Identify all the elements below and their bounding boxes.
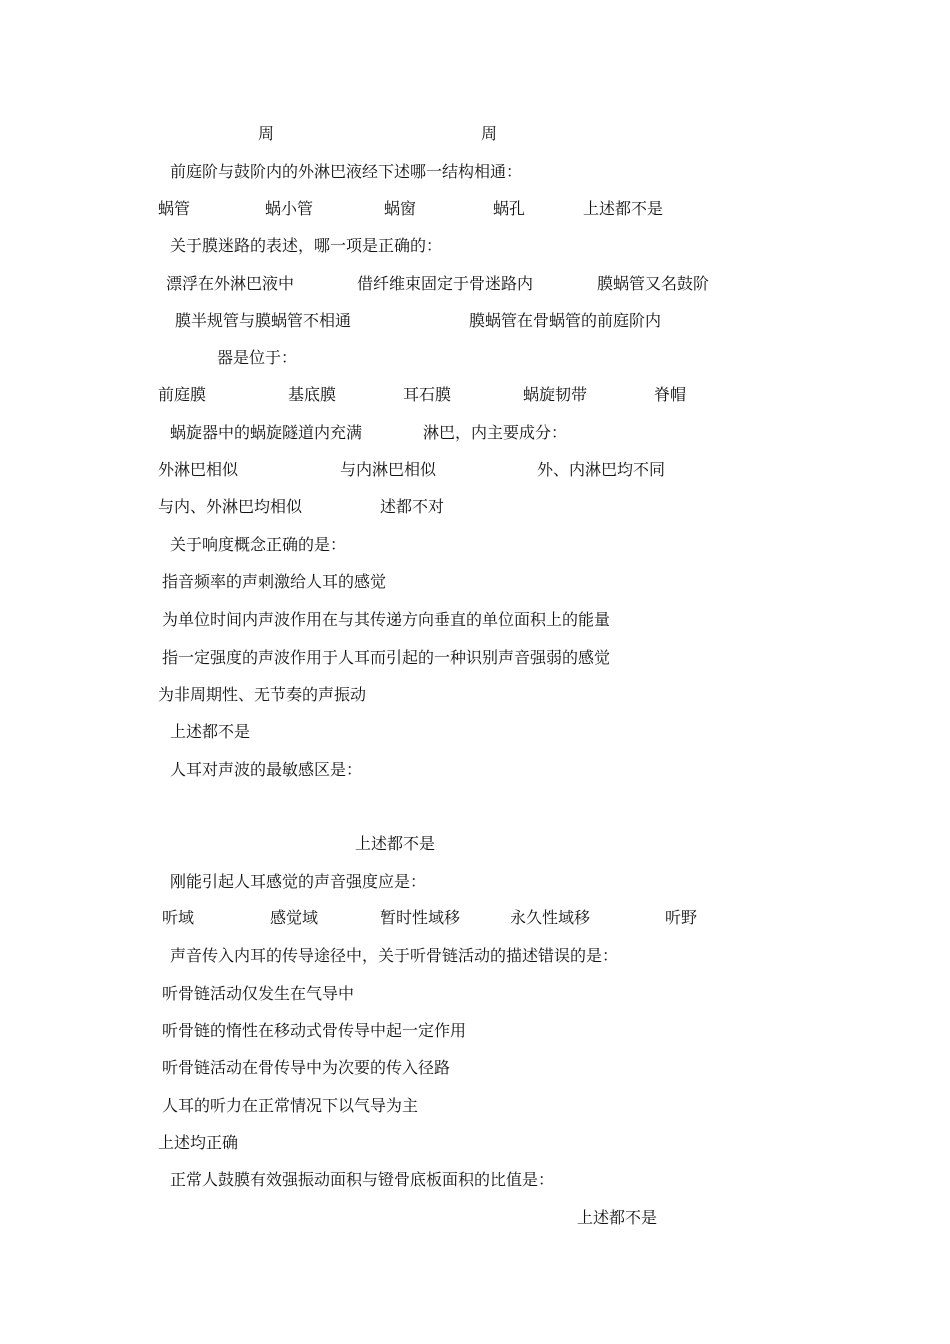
option: 为非周期性、无节奏的声振动 (158, 685, 367, 704)
option: 上述均正确 (158, 1133, 239, 1152)
question-stem: 前庭阶与鼓阶内的外淋巴液经下述哪一结构相通： (170, 162, 523, 181)
question-stem: 声音传入内耳的传导途径中，关于听骨链活动的描述错误的是： (170, 946, 619, 965)
option: 外、内淋巴均不同 (537, 460, 666, 479)
option: 膜半规管与膜蜗管不相通 (175, 311, 352, 330)
option: 听骨链活动仅发生在气导中 (162, 984, 355, 1003)
option: 蜗小管 (265, 199, 314, 218)
header-right: 周 (481, 124, 498, 143)
option: 述都不对 (380, 497, 445, 516)
option: 与内淋巴相似 (340, 460, 437, 479)
option: 暂时性域移 (380, 908, 461, 927)
option: 指一定强度的声波作用于人耳而引起的一种识别声音强弱的感觉 (162, 648, 611, 667)
option: 永久性域移 (510, 908, 591, 927)
option: 外淋巴相似 (158, 460, 239, 479)
question-stem: 器是位于： (217, 348, 298, 367)
header-left: 周 (258, 124, 275, 143)
option: 听域 (162, 908, 195, 927)
question-stem-continued: 淋巴，内主要成分： (423, 423, 568, 442)
option: 为单位时间内声波作用在与其传递方向垂直的单位面积上的能量 (162, 610, 611, 629)
option: 膜蜗管又名鼓阶 (597, 274, 710, 293)
option: 与内、外淋巴均相似 (158, 497, 303, 516)
option: 听骨链活动在骨传导中为次要的传入径路 (162, 1058, 451, 1077)
option: 感觉域 (270, 908, 319, 927)
question-stem: 人耳对声波的最敏感区是： (170, 760, 363, 779)
option: 基底膜 (288, 385, 337, 404)
question-stem: 蜗旋器中的蜗旋隧道内充满 (170, 423, 363, 442)
option: 蜗管 (158, 199, 191, 218)
option: 上述都不是 (583, 199, 664, 218)
option: 漂浮在外淋巴液中 (166, 274, 295, 293)
option: 蜗旋韧带 (523, 385, 588, 404)
question-stem: 刚能引起人耳感觉的声音强度应是： (170, 872, 427, 891)
option: 上述都不是 (170, 722, 251, 741)
option: 蜗孔 (493, 199, 526, 218)
option: 膜蜗管在骨蜗管的前庭阶内 (469, 311, 662, 330)
option: 蜗窗 (384, 199, 417, 218)
question-stem: 正常人鼓膜有效强振动面积与镫骨底板面积的比值是： (170, 1170, 555, 1189)
option: 脊帽 (654, 385, 687, 404)
option: 听骨链的惰性在移动式骨传导中起一定作用 (162, 1021, 467, 1040)
question-stem: 关于响度概念正确的是： (170, 535, 347, 554)
option: 指音频率的声刺激给人耳的感觉 (162, 572, 387, 591)
option: 听野 (665, 908, 698, 927)
option: 前庭膜 (158, 385, 207, 404)
option: 上述都不是 (355, 834, 436, 853)
option: 人耳的听力在正常情况下以气导为主 (162, 1096, 419, 1115)
option: 上述都不是 (577, 1208, 658, 1227)
option: 耳石膜 (403, 385, 452, 404)
question-stem: 关于膜迷路的表述，哪一项是正确的： (170, 236, 443, 255)
option: 借纤维束固定于骨迷路内 (357, 274, 534, 293)
